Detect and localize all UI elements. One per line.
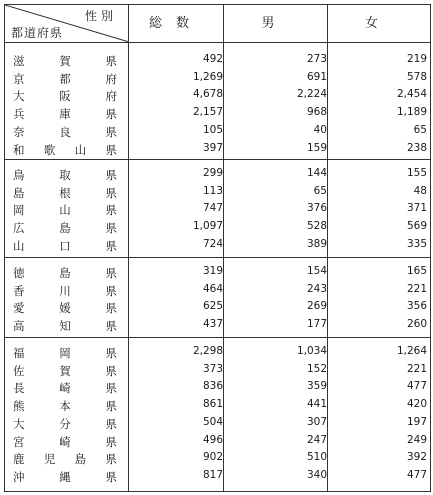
male-value: 177: [306, 318, 327, 331]
table-row: [5, 432, 430, 450]
prefecture-name: 鳥 取 県: [13, 168, 117, 182]
female-value: 219: [406, 53, 427, 65]
female-value: 155: [406, 167, 427, 179]
male-value: 65: [313, 184, 327, 197]
total-value: 817: [202, 468, 223, 481]
total-value: 437: [202, 318, 223, 331]
table-row: [5, 396, 430, 414]
female-value: 335: [406, 237, 427, 250]
table-row: [5, 218, 430, 236]
male-value: 154: [306, 265, 327, 277]
table-row: [5, 236, 430, 254]
prefecture-name: 鹿 児 島 県: [13, 452, 117, 467]
group-separator: [5, 257, 430, 258]
total-value: 496: [202, 433, 223, 446]
prefecture-name: 岡 山 県: [13, 203, 117, 218]
table-row: [5, 51, 430, 69]
male-value: 269: [306, 300, 327, 313]
total-value: 4,678: [192, 88, 223, 101]
male-value: 2,224: [296, 88, 327, 101]
table-row: [5, 281, 430, 299]
table-row: [5, 86, 430, 104]
table-row: [5, 361, 430, 379]
table-row: [5, 298, 430, 316]
table-row: [5, 414, 430, 432]
prefecture-name: 香 川 県: [13, 283, 117, 298]
male-value: 159: [306, 141, 327, 154]
prefecture-name: 京 都 府: [13, 71, 117, 86]
prefecture-name: 愛 媛 県: [13, 301, 117, 316]
total-value: 902: [202, 451, 223, 464]
prefecture-name: 徳 島 県: [13, 266, 117, 280]
header-total: 総数: [148, 16, 203, 31]
male-value: 389: [306, 237, 327, 250]
group-separator: [5, 159, 430, 160]
female-value: 2,454: [396, 88, 427, 101]
female-value: 1,189: [396, 106, 427, 119]
male-value: 359: [306, 380, 327, 393]
prefecture-name: 福 岡 県: [13, 346, 117, 360]
total-value: 397: [202, 141, 223, 154]
total-value: 504: [202, 415, 223, 428]
header-male: 男: [261, 16, 289, 31]
male-value: 243: [306, 282, 327, 295]
total-value: 373: [202, 362, 223, 375]
female-value: 48: [413, 184, 427, 197]
male-value: 247: [306, 433, 327, 446]
table-row: [5, 467, 430, 485]
table-row: [5, 316, 430, 334]
female-value: 356: [406, 300, 427, 313]
female-value: 420: [406, 398, 427, 411]
total-value: 836: [202, 380, 223, 393]
table-row: [5, 122, 430, 140]
total-value: 299: [202, 167, 223, 179]
corner-label-sex: 性別: [85, 9, 118, 23]
table-row: [5, 343, 430, 361]
female-value: 249: [406, 433, 427, 446]
total-value: 724: [202, 237, 223, 250]
table-row: [5, 449, 430, 467]
table-row: [5, 200, 430, 218]
female-value: 197: [406, 415, 427, 428]
prefecture-name: 高 知 県: [13, 319, 117, 334]
table-row: [5, 140, 430, 158]
total-value: 319: [202, 265, 223, 277]
prefecture-name: 大 分 県: [13, 416, 117, 431]
male-value: 528: [306, 220, 327, 233]
female-value: 221: [406, 282, 427, 295]
female-value: 238: [406, 141, 427, 154]
male-value: 152: [306, 362, 327, 375]
prefecture-name: 沖 縄 県: [13, 469, 117, 484]
female-value: 578: [406, 70, 427, 83]
table-row: [5, 165, 430, 183]
group-separator: [5, 337, 430, 338]
female-value: 260: [406, 318, 427, 331]
male-value: 40: [313, 123, 327, 136]
statistics-table: [4, 4, 431, 492]
male-value: 510: [306, 451, 327, 464]
female-value: 569: [406, 220, 427, 233]
prefecture-name: 大 阪 府: [13, 89, 117, 104]
male-value: 340: [306, 468, 327, 481]
prefecture-name: 熊 本 県: [13, 399, 117, 414]
prefecture-name: 奈 良 県: [13, 124, 117, 139]
table-row: [5, 378, 430, 396]
prefecture-name: 兵 庫 県: [13, 107, 117, 122]
table-row: [5, 104, 430, 122]
prefecture-name: 宮 崎 県: [13, 434, 117, 449]
total-value: 625: [202, 300, 223, 313]
total-value: 2,298: [192, 345, 223, 357]
prefecture-name: 和 歌 山 県: [13, 142, 117, 157]
total-value: 747: [202, 202, 223, 215]
male-value: 968: [306, 106, 327, 119]
header-female: 女: [364, 16, 392, 31]
total-value: 492: [202, 53, 223, 65]
male-value: 307: [306, 415, 327, 428]
total-value: 861: [202, 398, 223, 411]
male-value: 691: [306, 70, 327, 83]
female-value: 1,264: [396, 345, 427, 357]
prefecture-name: 佐 賀 県: [13, 363, 117, 378]
female-value: 477: [406, 380, 427, 393]
table-row: [5, 183, 430, 201]
table-row: [5, 263, 430, 281]
female-value: 477: [406, 468, 427, 481]
prefecture-name: 長 崎 県: [13, 381, 117, 396]
total-value: 1,269: [192, 70, 223, 83]
male-value: 1,034: [296, 345, 327, 357]
corner-label-prefecture: 都道府県: [11, 26, 64, 40]
male-value: 376: [306, 202, 327, 215]
female-value: 392: [406, 451, 427, 464]
prefecture-name: 滋 賀 県: [13, 54, 117, 68]
total-value: 2,157: [192, 106, 223, 119]
table-row: [5, 69, 430, 87]
total-value: 105: [202, 123, 223, 136]
prefecture-name: 広 島 県: [13, 221, 117, 236]
prefecture-name: 山 口 県: [13, 238, 117, 253]
total-value: 1,097: [192, 220, 223, 233]
prefecture-name: 島 根 県: [13, 185, 117, 200]
female-value: 221: [406, 362, 427, 375]
female-value: 165: [406, 265, 427, 277]
male-value: 273: [306, 53, 327, 65]
male-value: 441: [306, 398, 327, 411]
total-value: 464: [202, 282, 223, 295]
table-header: [5, 5, 430, 43]
female-value: 371: [406, 202, 427, 215]
female-value: 65: [413, 123, 427, 136]
total-value: 113: [202, 184, 223, 197]
male-value: 144: [306, 167, 327, 179]
